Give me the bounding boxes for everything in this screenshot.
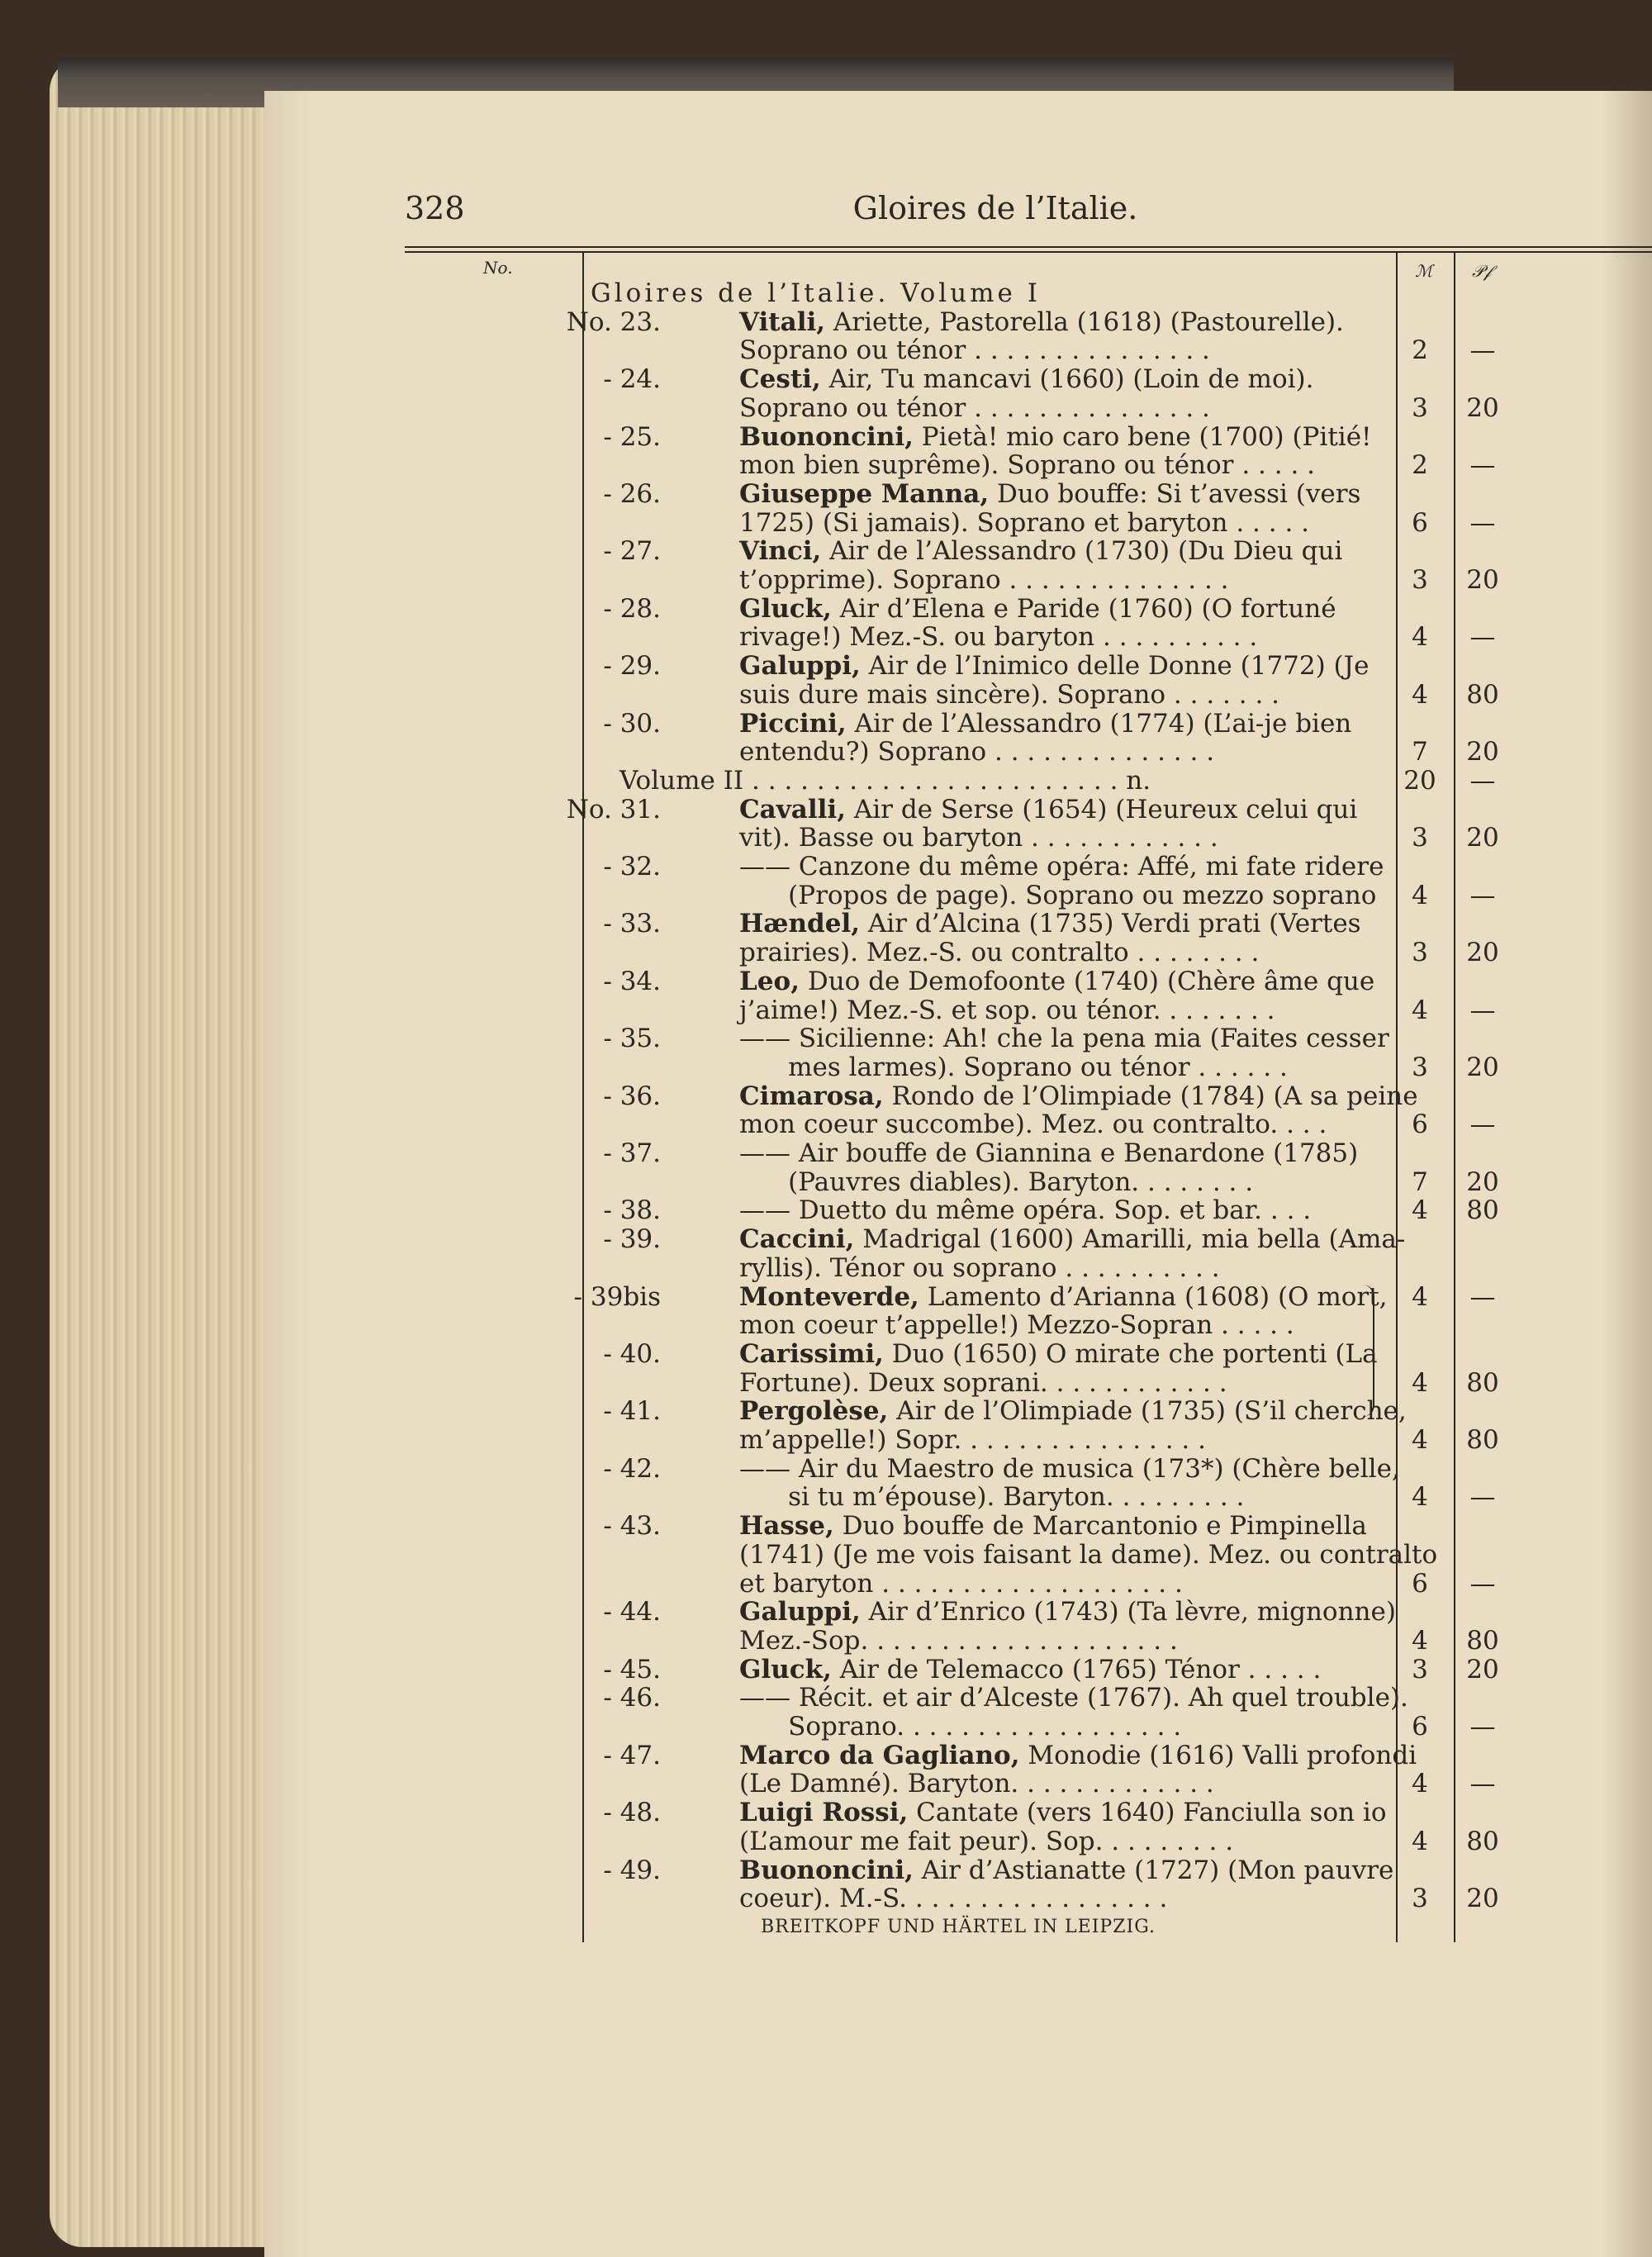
- volume-title: Volume II . . . . . . . . . . . . . . . . . . . . . . . n.: [620, 765, 1151, 796]
- entry-number: - 45.: [603, 1654, 661, 1684]
- entry-text: [739, 796, 1652, 824]
- price-mark: 4: [1412, 995, 1428, 1025]
- entry-text: [739, 1798, 1652, 1827]
- composer-name: Pergolèse,: [739, 1396, 889, 1427]
- entry-description: vit). Basse ou baryton . . . . . . . . . . . .: [739, 823, 1218, 853]
- column-header-pfennig: 𝒫𝒻: [1472, 261, 1492, 281]
- entry-description: 1725) (Si jamais). Soprano et baryton . . . . .: [739, 507, 1310, 538]
- entry-number: - 30.: [603, 708, 661, 739]
- price-pfennig: 20: [1466, 823, 1499, 853]
- entry-text: [739, 336, 1652, 365]
- entry-description: Lamento d’Arianna (1608) (O mort,: [919, 1281, 1388, 1312]
- entry-text: [739, 1283, 1652, 1312]
- entry-text: [739, 566, 1652, 595]
- entry-description: Duo de Demofoonte (1740) (Chère âme que: [800, 966, 1375, 996]
- price-pfennig: 80: [1466, 1625, 1499, 1656]
- price-mark: 6: [1412, 1109, 1428, 1140]
- price-mark: 3: [1412, 1654, 1428, 1684]
- entry-text: [739, 710, 1652, 739]
- composer-name: Marco da Gagliano,: [739, 1740, 1020, 1770]
- entry-description: et baryton . . . . . . . . . . . . . . . . . . .: [739, 1568, 1183, 1599]
- entry-description: Monodie (1616) Valli profondi: [1019, 1740, 1417, 1770]
- entry-text: [739, 652, 1652, 681]
- entry-text: [739, 1024, 1652, 1053]
- entry-number: - 40.: [603, 1338, 661, 1369]
- entry-number: - 29.: [603, 651, 661, 682]
- entry-number: - 36.: [603, 1081, 661, 1111]
- price-pfennig: —: [1469, 507, 1496, 538]
- entry-text: [739, 1455, 1652, 1484]
- entry-text: [739, 881, 1652, 910]
- entry-number: No. 23.: [566, 306, 661, 337]
- entry-description: prairies). Mez.-S. ou contralto . . . . . . . .: [739, 938, 1260, 968]
- entry-number: - 39.: [603, 1224, 661, 1255]
- entry-description: Soprano. . . . . . . . . . . . . . . . . .: [739, 1712, 1182, 1741]
- entry-description: (Pauvres diables). Baryton. . . . . . . .: [739, 1167, 1254, 1197]
- composer-name: Leo,: [739, 966, 800, 996]
- composer-name: Piccini,: [739, 708, 847, 739]
- entry-text: [739, 623, 1652, 652]
- entry-description: Air de Telemacco (1765) Ténor . . . . .: [831, 1654, 1322, 1684]
- price-mark: 4: [1412, 1769, 1428, 1799]
- price-mark: 2: [1412, 450, 1428, 481]
- entry-description: Duo (1650) O mirate che portenti (La: [883, 1338, 1378, 1369]
- price-pfennig: —: [1469, 1109, 1496, 1140]
- entry-text: [739, 308, 1652, 337]
- price-mark: 7: [1412, 1167, 1428, 1197]
- entry-description: mon coeur succombe). Mez. ou contralto. . . .: [739, 1109, 1327, 1140]
- entry-text: [739, 1053, 1652, 1082]
- entry-number: - 42.: [603, 1453, 661, 1484]
- price-mark: 3: [1412, 1884, 1428, 1914]
- price-mark: 4: [1412, 679, 1428, 710]
- entry-text: [739, 967, 1652, 996]
- entry-text: [739, 394, 1652, 423]
- entry-text: [739, 595, 1652, 624]
- entry-description: —— Canzone du même opéra: Affé, mi fate ridere: [739, 852, 1384, 881]
- price-pfennig: 20: [1466, 392, 1499, 423]
- entry-description: Mez.-Sop. . . . . . . . . . . . . . . . . . . .: [739, 1625, 1178, 1656]
- price-pfennig: 80: [1466, 1367, 1499, 1398]
- price-pfennig: —: [1469, 1568, 1496, 1599]
- composer-name: Buononcini,: [739, 421, 914, 452]
- composer-name: Monteverde,: [739, 1281, 919, 1312]
- entry-text: [739, 365, 1652, 394]
- entry-description: Soprano ou ténor . . . . . . . . . . . . . . .: [739, 335, 1210, 366]
- entry-text: [739, 1741, 1652, 1770]
- price-pfennig: —: [1469, 1281, 1496, 1312]
- composer-name: Gluck,: [739, 593, 832, 624]
- entry-text: [739, 537, 1652, 566]
- price-pfennig: —: [1469, 765, 1496, 796]
- entry-text: [739, 1254, 1652, 1283]
- entry-description: Air d’Enrico (1743) (Ta lèvre, mignonne): [860, 1597, 1396, 1627]
- entry-text: [739, 1225, 1652, 1254]
- entry-description: Duo bouffe: Si t’avessi (vers: [989, 478, 1361, 509]
- composer-name: Hændel,: [739, 909, 861, 939]
- entry-description: j’aime!) Mez.-S. et sop. ou ténor. . . . . . . .: [739, 995, 1275, 1025]
- composer-name: Carissimi,: [739, 1338, 884, 1369]
- entry-text: [739, 996, 1652, 1025]
- entry-description: rivage!) Mez.-S. ou baryton . . . . . . . . . .: [739, 622, 1258, 653]
- composer-name: Cavalli,: [739, 794, 846, 824]
- entry-description: Air d’Elena e Paride (1760) (O fortuné: [831, 593, 1336, 624]
- composer-name: Gluck,: [739, 1654, 832, 1684]
- entry-text: [739, 423, 1652, 452]
- publisher-footer: BREITKOPF UND HÄRTEL IN LEIPZIG.: [761, 1917, 1156, 1937]
- entry-text: [739, 910, 1652, 938]
- entry-text: [739, 480, 1652, 509]
- price-pfennig: —: [1469, 335, 1496, 366]
- composer-name: Buononcini,: [739, 1855, 914, 1885]
- entry-description: mon bien suprême). Soprano ou ténor . . . . .: [739, 450, 1316, 481]
- page-number: 328: [405, 190, 465, 226]
- entry-text: [739, 451, 1652, 480]
- price-pfennig: —: [1469, 1482, 1496, 1513]
- entry-description: Air d’Astianatte (1727) (Mon pauvre: [913, 1855, 1394, 1885]
- price-pfennig: —: [1469, 622, 1496, 653]
- entry-number: - 49.: [603, 1855, 661, 1885]
- entry-text: [739, 1397, 1652, 1426]
- price-mark: 4: [1412, 1625, 1428, 1656]
- entry-number: - 33.: [603, 909, 661, 939]
- price-mark: 4: [1412, 880, 1428, 910]
- entry-text: [739, 1598, 1652, 1627]
- price-pfennig: 20: [1466, 1884, 1499, 1914]
- price-pfennig: 20: [1466, 1654, 1499, 1684]
- price-mark: 4: [1412, 1425, 1428, 1455]
- price-mark: 6: [1412, 1712, 1428, 1741]
- entry-description: si tu m’épouse). Baryton. . . . . . . . .: [739, 1482, 1245, 1513]
- entry-description: Air de l’Inimico delle Donne (1772) (Je: [860, 651, 1370, 682]
- entry-text: [739, 1684, 1652, 1713]
- entry-description: —— Récit. et air d’Alceste (1767). Ah quel trouble).: [739, 1683, 1408, 1713]
- composer-name: Cimarosa,: [739, 1081, 884, 1111]
- entry-description: (Propos de page). Soprano ou mezzo soprano: [739, 880, 1377, 910]
- entry-description: (L’amour me fait peur). Sop. . . . . . . . .: [739, 1826, 1234, 1856]
- price-pfennig: 20: [1466, 565, 1499, 595]
- entry-number: - 35.: [603, 1024, 661, 1054]
- entry-text: [739, 853, 1652, 881]
- entry-description: Air de Serse (1654) (Heureux celui qui: [845, 794, 1358, 824]
- entry-description: t’opprime). Soprano . . . . . . . . . . . . . .: [739, 565, 1229, 595]
- entry-number: - 37.: [603, 1138, 661, 1168]
- entry-description: suis dure mais sincère). Soprano . . . . . . .: [739, 679, 1280, 710]
- entry-description: Rondo de l’Olimpiade (1784) (A sa peine: [883, 1081, 1418, 1111]
- entry-text: [739, 1770, 1652, 1798]
- entry-text: [739, 1369, 1652, 1398]
- entry-description: —— Air du Maestro de musica (173*) (Chère belle,: [739, 1453, 1400, 1484]
- volume-title: Gloires de l’Italie. Volume I: [591, 278, 1041, 308]
- entry-number: - 47.: [603, 1740, 661, 1770]
- entry-text: [739, 1311, 1652, 1340]
- column-header-no: No.: [483, 258, 513, 278]
- entry-text: [739, 1483, 1652, 1512]
- entry-text: [739, 1168, 1652, 1197]
- entry-number: - 39bis: [573, 1281, 661, 1312]
- entry-text: [739, 1884, 1652, 1913]
- price-pfennig: 20: [1466, 1167, 1499, 1197]
- entry-description: ryllis). Ténor ou soprano . . . . . . . . . .: [739, 1252, 1220, 1283]
- entry-text: [739, 509, 1652, 538]
- price-mark: 4: [1412, 622, 1428, 653]
- price-pfennig: —: [1469, 995, 1496, 1025]
- entry-number: - 28.: [603, 593, 661, 624]
- composer-name: Giuseppe Manna,: [739, 478, 990, 509]
- entry-description: mes larmes). Soprano ou ténor . . . . . .: [739, 1052, 1288, 1082]
- entry-text: [739, 1713, 1652, 1741]
- entry-text: [739, 1627, 1652, 1656]
- entry-text: [739, 1827, 1652, 1856]
- price-mark: 4: [1412, 1826, 1428, 1856]
- price-mark: 3: [1412, 823, 1428, 853]
- composer-name: Galuppi,: [739, 651, 861, 682]
- entry-description: —— Sicilienne: Ah! che la pena mia (Faites cesser: [739, 1024, 1389, 1054]
- header-rule-bottom: [405, 251, 1652, 253]
- entry-description: Pietà! mio caro bene (1700) (Pitié!: [913, 421, 1372, 452]
- entry-description: Fortune). Deux soprani. . . . . . . . . . . .: [739, 1367, 1227, 1398]
- running-title: Gloires de l’Italie.: [852, 190, 1138, 226]
- composer-name: Hasse,: [739, 1511, 834, 1542]
- entry-description: Cantate (vers 1640) Fanciulla son io: [908, 1798, 1387, 1828]
- price-mark: 6: [1412, 1568, 1428, 1599]
- entry-number: - 25.: [603, 421, 661, 452]
- entry-number: - 26.: [603, 478, 661, 509]
- price-mark: 4: [1412, 1195, 1428, 1226]
- page-header: [405, 190, 1586, 240]
- price-pfennig: —: [1469, 880, 1496, 910]
- entry-text: [739, 1656, 1652, 1684]
- composer-name: Cesti,: [739, 364, 821, 395]
- entry-text: [739, 1426, 1652, 1455]
- header-rule-top: [405, 246, 1652, 248]
- price-mark: 7: [1412, 737, 1428, 767]
- entry-description: Soprano ou ténor . . . . . . . . . . . . . . .: [739, 392, 1210, 423]
- entry-text: [739, 1856, 1652, 1885]
- price-mark: 3: [1412, 392, 1428, 423]
- entry-description: —— Duetto du même opéra. Sop. et bar. . . .: [739, 1195, 1312, 1226]
- price-pfennig: 20: [1466, 737, 1499, 767]
- entry-text: [739, 1082, 1652, 1111]
- entry-description: m’appelle!) Sopr. . . . . . . . . . . . . . . .: [739, 1425, 1206, 1455]
- shared-price-brace: [1363, 1285, 1374, 1417]
- price-pfennig: —: [1469, 1712, 1496, 1741]
- entry-description: mon coeur t’appelle!) Mezzo-Sopran . . . . .: [739, 1310, 1294, 1341]
- composer-name: Vitali,: [739, 306, 826, 337]
- entry-text: [591, 279, 1503, 308]
- entry-number: - 41.: [603, 1396, 661, 1427]
- book-page: [264, 91, 1652, 2257]
- price-mark: 6: [1412, 507, 1428, 538]
- entry-description: (Le Damné). Baryton. . . . . . . . . . . . .: [739, 1769, 1214, 1799]
- price-mark: 4: [1412, 1281, 1428, 1312]
- column-divider-no: [582, 253, 584, 1942]
- entry-text: [739, 1541, 1652, 1570]
- entry-text: [739, 1196, 1652, 1225]
- price-mark: 3: [1412, 938, 1428, 968]
- entry-text: [739, 681, 1652, 710]
- price-pfennig: 20: [1466, 1052, 1499, 1082]
- entry-description: (1741) (Je me vois faisant la dame). Mez. ou contralto: [739, 1539, 1438, 1570]
- price-pfennig: 80: [1466, 1195, 1499, 1226]
- entry-text: [739, 1340, 1652, 1369]
- composer-name: Vinci,: [739, 536, 822, 567]
- column-header-mark: ℳ: [1415, 261, 1433, 281]
- entry-text: [739, 738, 1652, 767]
- entry-description: —— Air bouffe de Giannina e Benardone (1785): [739, 1138, 1359, 1168]
- entry-number: - 34.: [603, 966, 661, 996]
- price-mark: 4: [1412, 1367, 1428, 1398]
- entry-description: Air de l’Alessandro (1730) (Du Dieu qui: [821, 536, 1343, 567]
- price-mark: 4: [1412, 1482, 1428, 1513]
- entry-description: Air, Tu mancavi (1660) (Loin de moi).: [820, 364, 1314, 395]
- entry-number: - 38.: [603, 1195, 661, 1226]
- entry-number: - 27.: [603, 536, 661, 567]
- price-mark: 3: [1412, 565, 1428, 595]
- composer-name: Luigi Rossi,: [739, 1798, 909, 1828]
- entry-number: - 32.: [603, 852, 661, 881]
- entry-text: [739, 1139, 1652, 1168]
- price-mark: 3: [1412, 1052, 1428, 1082]
- composer-name: Galuppi,: [739, 1597, 861, 1627]
- entry-description: Ariette, Pastorella (1618) (Pastourelle).: [825, 306, 1344, 337]
- entry-text: [739, 1512, 1652, 1541]
- entry-number: - 24.: [603, 364, 661, 395]
- entry-description: Air d’Alcina (1735) Verdi prati (Vertes: [860, 909, 1361, 939]
- entry-text: [739, 1110, 1652, 1139]
- price-mark: 20: [1403, 765, 1436, 796]
- price-pfennig: 80: [1466, 1826, 1499, 1856]
- composer-name: Caccini,: [739, 1224, 855, 1255]
- book-page-edges: [50, 58, 264, 2247]
- entry-number: No. 31.: [566, 794, 661, 824]
- price-mark: 2: [1412, 335, 1428, 366]
- entry-description: coeur). M.-S. . . . . . . . . . . . . . . . .: [739, 1884, 1168, 1914]
- price-pfennig: —: [1469, 450, 1496, 481]
- entry-description: entendu?) Soprano . . . . . . . . . . . . . .: [739, 737, 1215, 767]
- price-pfennig: 20: [1466, 938, 1499, 968]
- entry-description: Air de l’Olimpiade (1735) (S’il cherche,: [888, 1396, 1407, 1427]
- entry-description: Duo bouffe de Marcantonio e Pimpinella: [833, 1511, 1367, 1542]
- entry-number: - 46.: [603, 1683, 661, 1713]
- entry-text: [739, 824, 1652, 853]
- price-pfennig: 80: [1466, 679, 1499, 710]
- entry-description: Madrigal (1600) Amarilli, mia bella (Ama-: [854, 1224, 1406, 1255]
- price-pfennig: —: [1469, 1769, 1496, 1799]
- entry-text: [739, 938, 1652, 967]
- entry-text: [739, 1570, 1652, 1599]
- entry-number: - 48.: [603, 1798, 661, 1828]
- entry-number: - 44.: [603, 1597, 661, 1627]
- price-pfennig: 80: [1466, 1425, 1499, 1455]
- entry-description: Air de l’Alessandro (1774) (L’ai-je bien: [846, 708, 1352, 739]
- entry-number: - 43.: [603, 1511, 661, 1542]
